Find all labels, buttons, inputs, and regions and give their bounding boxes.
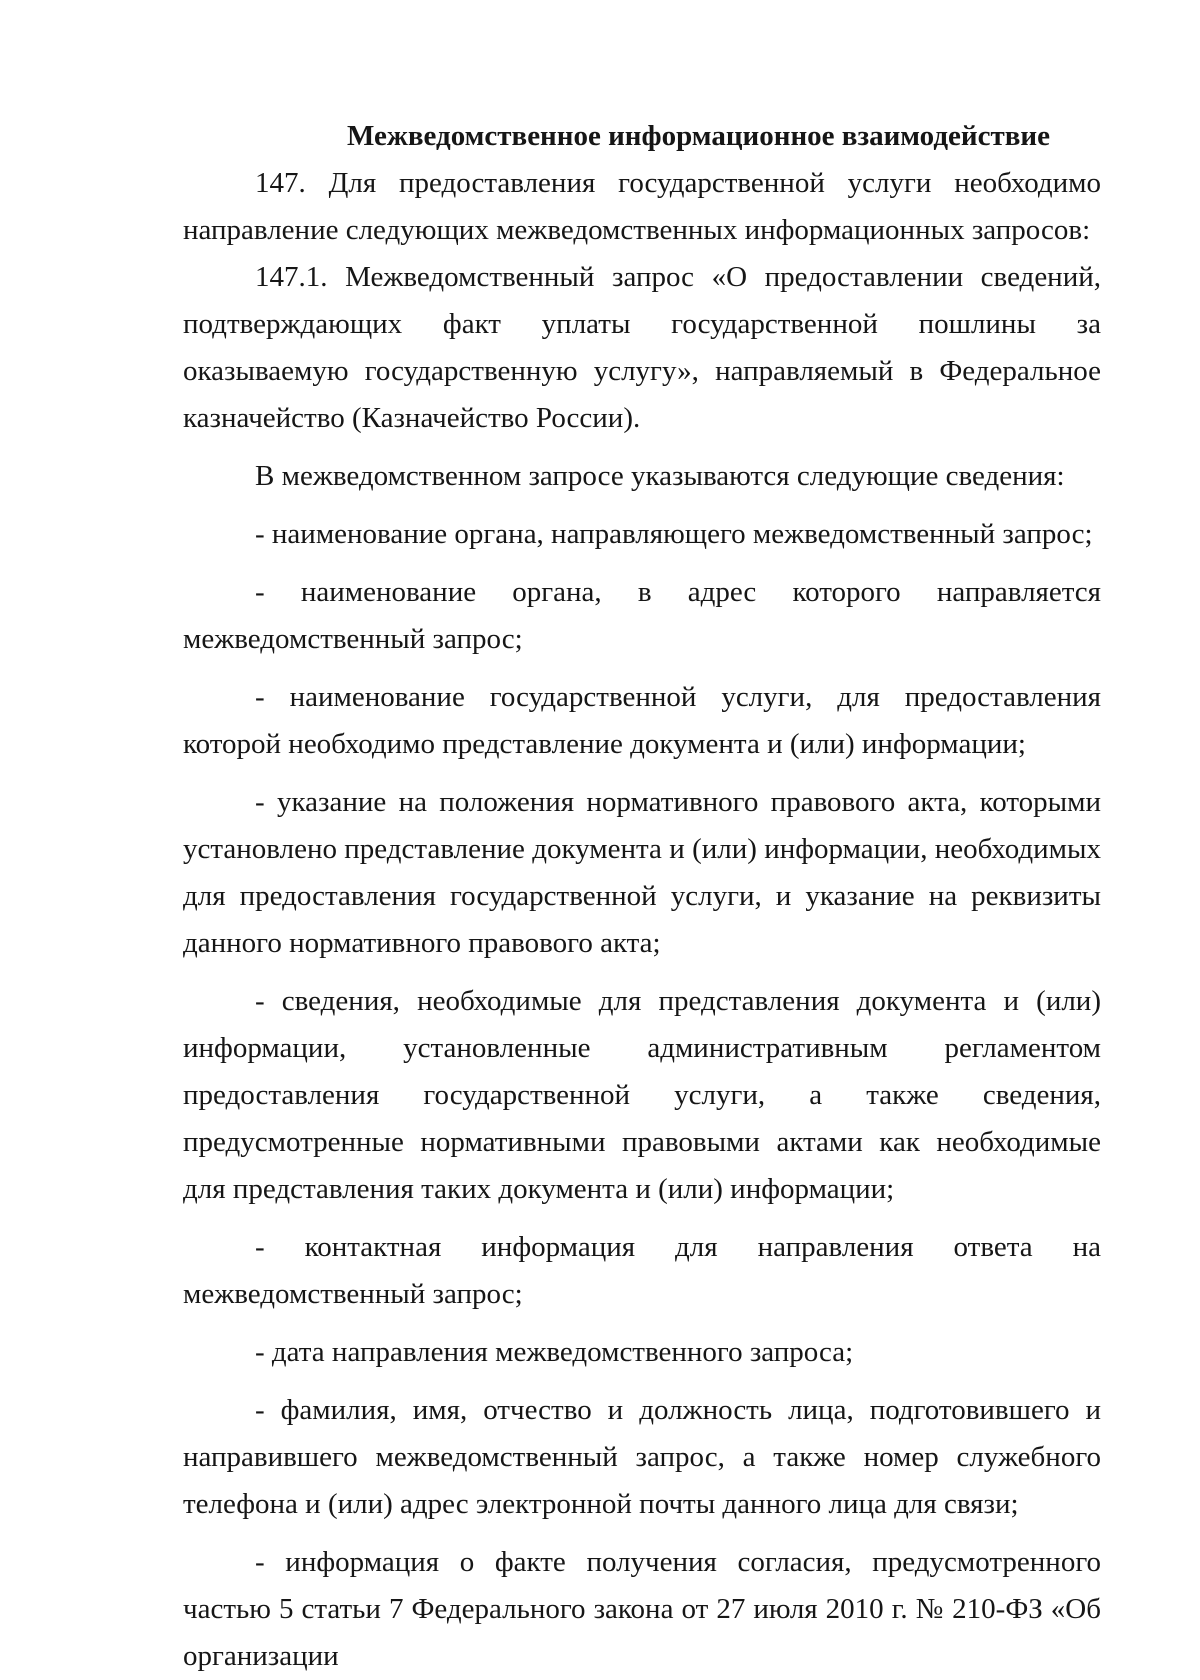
paragraph-request-info-intro: В межведомственном запросе указываются следующие сведения:: [255, 460, 1065, 492]
list-item-recipient-organ: - наименование органа, в адрес которого направляется межведомственный запрос;: [183, 576, 1101, 655]
list-item-responsible-person: - фамилия, имя, отчество и должность лица, подготовившего и направившего межведомственный запрос, а также номер служебного телефона и (или) адрес электронной почты данного лица для связи;: [183, 1394, 1101, 1520]
document-body: [183, 113, 1101, 1680]
paragraph-147-1: 147.1. Межведомственный запрос «О предоставлении сведений, подтверждающих факт уплаты государственной пошлины за оказываемую государственную услугу», направляемый в Федеральное казначейство (Казначейство России).: [183, 261, 1101, 434]
list-item-service-name: - наименование государственной услуги, для предоставления которой необходимо представление документа и (или) информации;: [183, 681, 1101, 760]
list-item-contact-info: - контактная информация для направления ответа на межведомственный запрос;: [183, 1231, 1101, 1310]
section-heading: Межведомственное информационное взаимодействие: [347, 120, 1050, 152]
paragraph-147: 147. Для предоставления государственной услуги необходимо направление следующих межведомственных информационных запросов:: [183, 167, 1101, 246]
list-item-request-date: - дата направления межведомственного запроса;: [255, 1336, 854, 1368]
list-item-consent-info: - информация о факте получения согласия, предусмотренного частью 5 статьи 7 Федерального закона от 27 июля 2010 г. № 210-ФЗ «Об организации: [183, 1546, 1101, 1672]
list-item-legal-act: - указание на положения нормативного правового акта, которыми установлено представление документа и (или) информации, необходимых для предоставления государственной услуги, и указание на реквизиты данного нормативного правового акта;: [183, 786, 1101, 959]
list-item-required-info: - сведения, необходимые для представления документа и (или) информации, установленные административным регламентом предоставления государственной услуги, а также сведения, предусмотренные нормативными правовыми актами как необходимые для представления таких документа и (или) информации;: [183, 985, 1101, 1205]
list-item-sender-organ: - наименование органа, направляющего межведомственный запрос;: [255, 518, 1093, 550]
